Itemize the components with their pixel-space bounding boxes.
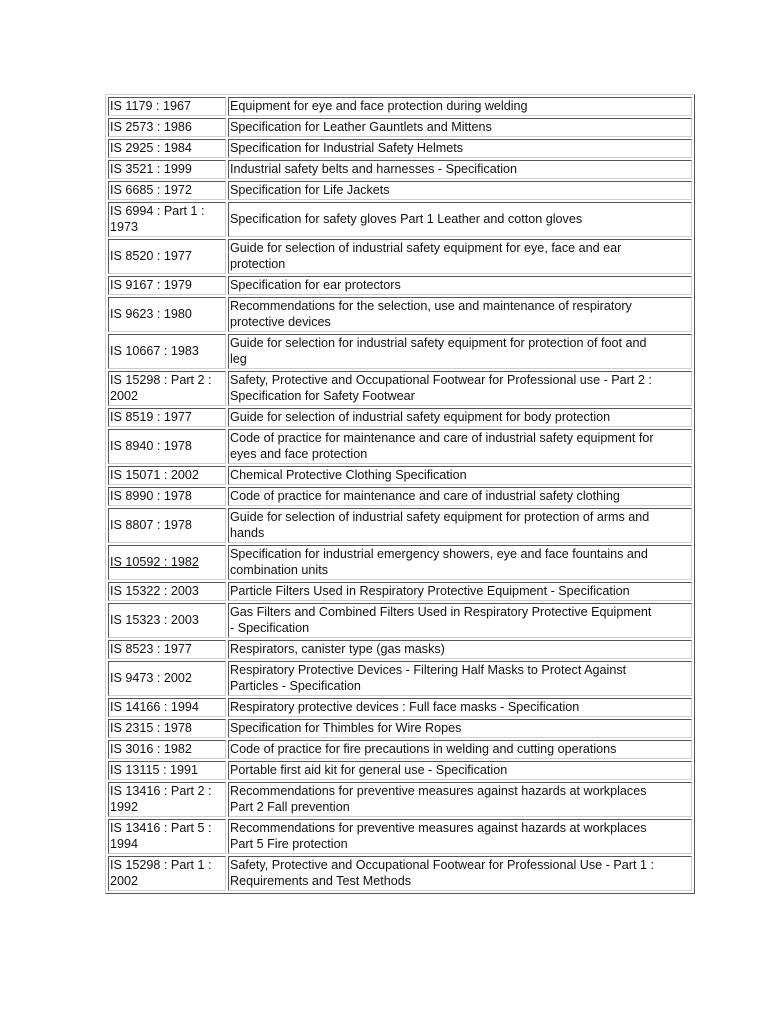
standard-title: Respirators, canister type (gas masks) [228,640,692,659]
standard-title: Specification for industrial emergency showers, eye and face fountains and combination units [228,545,692,580]
standards-table [105,94,695,894]
standard-code: IS 1179 : 1967 [108,97,226,116]
standard-title: Respiratory protective devices : Full face masks - Specification [228,698,692,717]
standard-code: IS 8520 : 1977 [108,239,226,274]
table-row [108,508,692,543]
standard-title: Specification for Thimbles for Wire Ropes [228,719,692,738]
standard-title: Code of practice for fire precautions in welding and cutting operations [228,740,692,759]
standard-code: IS 6685 : 1972 [108,181,226,200]
standard-title: Guide for selection of industrial safety equipment for protection of arms and hands [228,508,692,543]
standard-code: IS 8940 : 1978 [108,429,226,464]
table-row [108,139,692,158]
standard-code: IS 13416 : Part 2 : 1992 [108,782,226,817]
standard-code: IS 6994 : Part 1 : 1973 [108,202,226,237]
table-row [108,202,692,237]
standard-title: Gas Filters and Combined Filters Used in Respiratory Protective Equipment - Specification [228,603,692,638]
table-row [108,371,692,406]
standard-title: Guide for selection for industrial safety equipment for protection of foot and leg [228,334,692,369]
standard-code: IS 8807 : 1978 [108,508,226,543]
table-row [108,661,692,696]
table-row [108,466,692,485]
table-row [108,740,692,759]
standard-title: Code of practice for maintenance and care of industrial safety clothing [228,487,692,506]
standard-title: Recommendations for preventive measures against hazards at workplaces Part 5 Fire protection [228,819,692,854]
table-row [108,545,692,580]
standard-code: IS 3521 : 1999 [108,160,226,179]
standard-title: Respiratory Protective Devices - Filtering Half Masks to Protect Against Particles - Specification [228,661,692,696]
standard-title: Specification for Life Jackets [228,181,692,200]
standard-code: IS 9167 : 1979 [108,276,226,295]
standard-code: IS 8519 : 1977 [108,408,226,427]
standard-title: Code of practice for maintenance and care of industrial safety equipment for eyes and face protection [228,429,692,464]
standard-code: IS 15298 : Part 2 : 2002 [108,371,226,406]
standard-code: IS 15071 : 2002 [108,466,226,485]
standard-title: Industrial safety belts and harnesses - Specification [228,160,692,179]
table-row [108,640,692,659]
standard-code: IS 9473 : 2002 [108,661,226,696]
standard-code-link[interactable]: IS 10592 : 1982 [108,545,226,580]
standard-title: Specification for safety gloves Part 1 Leather and cotton gloves [228,202,692,237]
standard-code: IS 10667 : 1983 [108,334,226,369]
standard-code: IS 8990 : 1978 [108,487,226,506]
standard-title: Specification for Leather Gauntlets and Mittens [228,118,692,137]
standard-title: Portable first aid kit for general use - Specification [228,761,692,780]
standard-code: IS 2925 : 1984 [108,139,226,158]
standard-code: IS 14166 : 1994 [108,698,226,717]
standard-title: Particle Filters Used in Respiratory Protective Equipment - Specification [228,582,692,601]
standard-title: Guide for selection of industrial safety equipment for eye, face and ear protection [228,239,692,274]
table-row [108,276,692,295]
standard-title: Specification for Industrial Safety Helmets [228,139,692,158]
standard-title: Safety, Protective and Occupational Footwear for Professional Use - Part 1 : Requirements and Test Methods [228,856,692,891]
standard-code: IS 15323 : 2003 [108,603,226,638]
standard-code: IS 3016 : 1982 [108,740,226,759]
table-row [108,582,692,601]
table-row [108,819,692,854]
standard-title: Recommendations for preventive measures against hazards at workplaces Part 2 Fall prevention [228,782,692,817]
table-row [108,719,692,738]
standard-code: IS 2573 : 1986 [108,118,226,137]
table-row [108,782,692,817]
standard-code: IS 2315 : 1978 [108,719,226,738]
table-row [108,487,692,506]
standard-code: IS 8523 : 1977 [108,640,226,659]
standard-title: Equipment for eye and face protection during welding [228,97,692,116]
standard-title: Recommendations for the selection, use and maintenance of respiratory protective devices [228,297,692,332]
standard-code: IS 15298 : Part 1 : 2002 [108,856,226,891]
table-row [108,698,692,717]
table-row [108,334,692,369]
standard-code: IS 9623 : 1980 [108,297,226,332]
table-row [108,97,692,116]
table-row [108,429,692,464]
standard-title: Specification for ear protectors [228,276,692,295]
table-row [108,181,692,200]
table-row [108,856,692,891]
table-row [108,761,692,780]
standard-title: Safety, Protective and Occupational Footwear for Professional use - Part 2 : Specification for Safety Footwear [228,371,692,406]
table-row [108,118,692,137]
table-row [108,408,692,427]
table-row [108,239,692,274]
table-row [108,603,692,638]
table-row [108,297,692,332]
table-row [108,160,692,179]
standard-code: IS 15322 : 2003 [108,582,226,601]
standard-title: Chemical Protective Clothing Specification [228,466,692,485]
standard-title: Guide for selection of industrial safety equipment for body protection [228,408,692,427]
standard-code: IS 13416 : Part 5 : 1994 [108,819,226,854]
standard-code: IS 13115 : 1991 [108,761,226,780]
